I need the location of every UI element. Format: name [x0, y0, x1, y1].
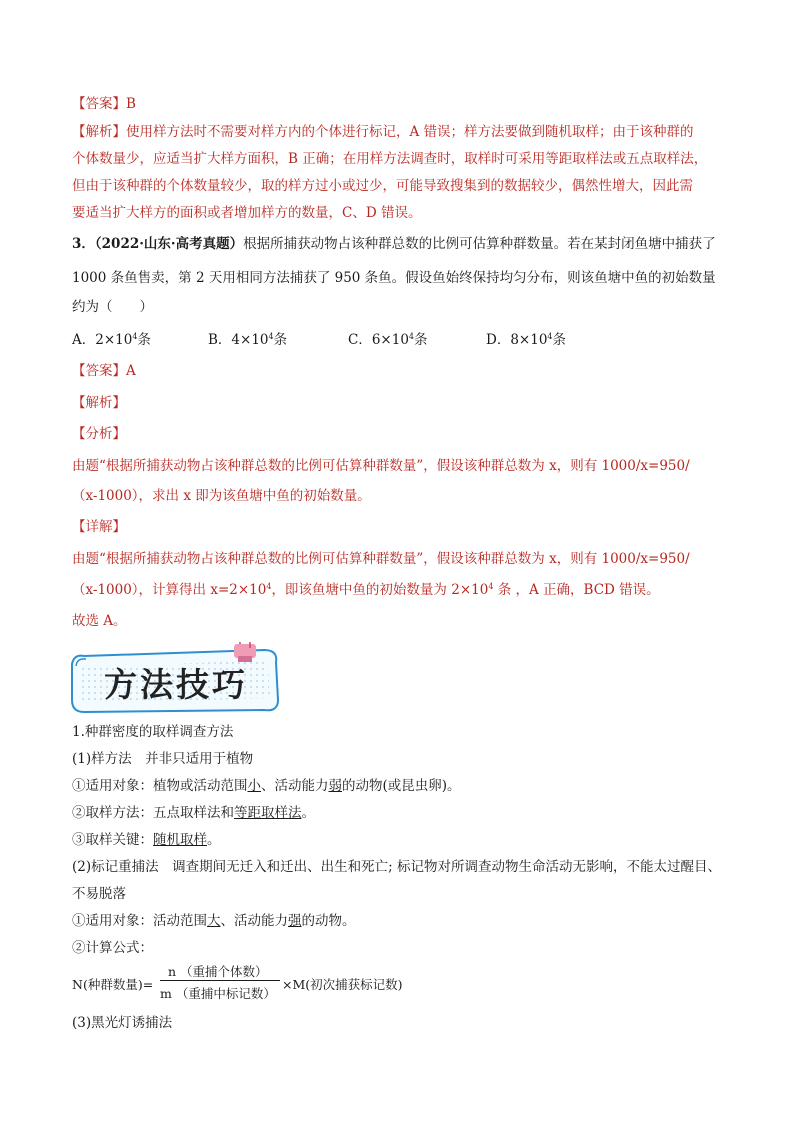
q2-analysis-line-1: 【解析】使用样方法时不需要对样方内的个体进行标记，A 错误；样方法要做到随机取样；由于该种群的	[72, 124, 694, 140]
q2-answer: 【答案】B	[72, 96, 136, 112]
q3-source: （2022·山东·高考真题）	[94, 236, 244, 252]
q3-xiangjie-label: 【详解】	[72, 519, 126, 535]
formula-lhs: N(种群数量)=	[72, 977, 154, 992]
q3-choose: 故选 A。	[72, 613, 127, 629]
q3-option-c: C．$6\times 10^4$条	[348, 332, 428, 348]
q3-stem-line-1	[72, 234, 732, 254]
q3-fenxi-line-2: （x-1000），求出 x 即为该鱼塘中鱼的初始数量。	[72, 488, 371, 504]
q3-option-d: D．$8\times 10^4$条	[486, 332, 566, 348]
q2-analysis-line-4: 要适当扩大样方的面积或者增加样方的数量，C、D 错误。	[72, 205, 422, 221]
q2-analysis-line-2: 个体数量少，应适当扩大样方面积，B 正确；在用样方法调查时，取样时可采用等距取样法或五点取样法，	[72, 151, 708, 167]
tips-s1: (1)样方法 并非只适用于植物	[72, 751, 254, 767]
tips-s2-b: ②计算公式：	[72, 940, 153, 956]
q3-option-b: B．$4\times 10^4$条	[208, 332, 288, 348]
tips-s3: (3)黑光灯诱捕法	[72, 1015, 173, 1031]
tips-s1-c: ③取样关键：随机取样。	[72, 832, 221, 848]
formula-rhs: ×M(初次捕获标记数)	[282, 977, 403, 992]
q3-option-a: A．$2\times 10^4$条	[72, 332, 151, 348]
q3-stem-text: 根据所捕获动物占该种群总数的比例可估算种群数量。若在某封闭鱼塘中捕获了	[243, 236, 716, 252]
banner-title: 方法技巧	[104, 665, 248, 704]
q3-fenxi-label: 【分析】	[72, 426, 126, 442]
formula-fraction-bar	[160, 980, 280, 981]
q3-xiangjie-line-2: （x-1000），计算得出 $x=2\times 10^4$，即该鱼塘中鱼的初始数量为 $2\times 10^4$ 条 ，A 正确，BCD 错误。	[72, 582, 660, 598]
tips-s1-b: ②取样方法：五点取样法和等距取样法。	[72, 805, 315, 821]
formula-denominator: m （重捕中标记数）	[160, 986, 276, 1001]
tips-s2-line-1: (2)标记重捕法 调查期间无迁入和迁出、出生和死亡; 标记物对所调查动物生命活动无影响，不能太过醒目、	[72, 859, 721, 875]
tips-heading: 1.种群密度的取样调查方法	[72, 724, 234, 740]
q3-number: 3．	[72, 236, 95, 252]
q3-answer: 【答案】A	[72, 363, 136, 379]
q3-stem-line-2: 1000 条鱼售卖，第 2 天用相同方法捕获了 950 条鱼。假设鱼始终保持均匀分布，则该鱼塘中鱼的初始数量	[72, 270, 716, 286]
q3-analysis-label: 【解析】	[72, 395, 126, 411]
q2-analysis-line-3: 但由于该种群的个体数量较少，取的样方过小或过少，可能导致搜集到的数据较少，偶然性增大，因此需	[72, 178, 693, 194]
tips-s2-a: ①适用对象：活动范围大、活动能力强的动物。	[72, 913, 356, 929]
q3-fenxi-line-1: 由题“根据所捕获动物占该种群总数的比例可估算种群数量”，假设该种群总数为 x，则有 1000/x=950/	[72, 458, 690, 474]
tips-s1-a: ①适用对象：植物或活动范围小、活动能力弱的动物(或昆虫卵)。	[72, 778, 461, 794]
formula-numerator: n （重捕个体数）	[168, 964, 268, 979]
q3-xiangjie-line-1: 由题“根据所捕获动物占该种群总数的比例可估算种群数量”，假设该种群总数为 x，则有 1000/x=950/	[72, 551, 690, 567]
q3-stem-line-3: 约为（ ）	[72, 299, 153, 315]
method-tips-banner	[68, 642, 286, 716]
tips-s2-line-2: 不易脱落	[72, 886, 126, 902]
